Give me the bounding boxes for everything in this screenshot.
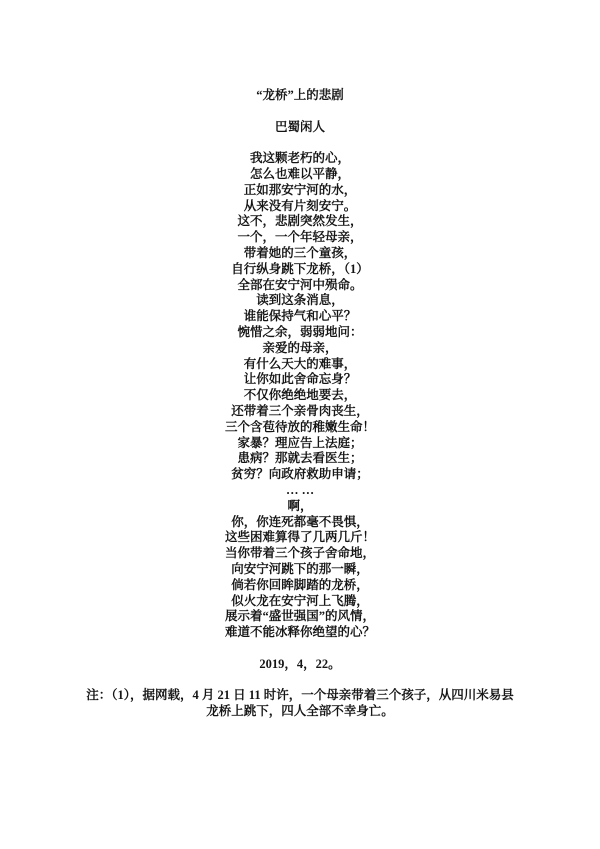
poem-line: 患病？那就去看医生；	[237, 451, 363, 466]
footnote	[40, 688, 560, 720]
poem-date: 2019，4，22。	[259, 656, 341, 671]
poem-line: 有什么天大的难事，	[243, 356, 357, 371]
poem-line: 从来没有片刻安宁。	[243, 198, 357, 213]
poem-line: 贫穷？向政府救助申请；	[231, 467, 369, 482]
poem-line: 你，你连死都毫不畏惧，	[231, 514, 369, 529]
poem-line: 怎么也难以平静，	[249, 166, 350, 181]
poem-author: 巴蜀闲人	[274, 119, 325, 134]
poem-line: 展示着“盛世强国”的风情，	[224, 609, 375, 624]
poem-line: 正如那安宁河的水，	[243, 182, 357, 197]
footnote-line: 注：（1），据网载，4 月 21 日 11 时许，一个母亲带着三个孩子，从四川米易县	[86, 688, 514, 703]
poem-line: 三个含苞待放的稚嫩生命！	[224, 419, 375, 434]
poem-line: 自行纵身跳下龙桥，（1）	[231, 261, 369, 276]
poem-line: 难道不能冰释你绝望的心？	[224, 625, 375, 640]
poem-line: 这些困难算得了几两几斤！	[224, 530, 375, 545]
poem-line: 倘若你回眸脚踏的龙桥，	[231, 577, 369, 592]
poem-line: 当你带着三个孩子舍命地，	[224, 546, 375, 561]
poem-line: 带着她的三个童孩，	[243, 245, 357, 260]
poem-line: 一个，一个年轻母亲，	[237, 230, 363, 245]
poem-body	[0, 151, 600, 641]
poem-line: 让你如此舍命忘身？	[243, 372, 357, 387]
poem-title: “龙桥”上的悲剧	[256, 88, 344, 102]
poem-line: 不仅你绝绝地要去，	[243, 388, 357, 403]
poem-line: 这不，悲剧突然发生，	[237, 214, 363, 229]
poem-line: 啊，	[287, 498, 313, 513]
poem-line: 似火龙在安宁河上飞腾，	[231, 593, 369, 608]
poem-line: 家暴？理应告上法庭；	[237, 435, 363, 450]
footnote-line: 龙桥上跳下，四人全部不幸身亡。	[206, 704, 394, 719]
poem-line: 惋惜之余，弱弱地问：	[237, 324, 363, 339]
poem-line: 我这颗老朽的心，	[249, 151, 350, 166]
poem-line: 还带着三个亲骨肉丧生，	[231, 403, 369, 418]
poem-line: … …	[285, 482, 315, 497]
poem-line: 谁能保持气和心平？	[243, 309, 357, 324]
poem-line: 亲爱的母亲，	[262, 340, 338, 355]
poem-line: 向安宁河跳下的那一瞬，	[231, 561, 369, 576]
poem-line: 读到这条消息，	[256, 293, 344, 308]
poem-line: 全部在安宁河中殒命。	[237, 277, 363, 292]
